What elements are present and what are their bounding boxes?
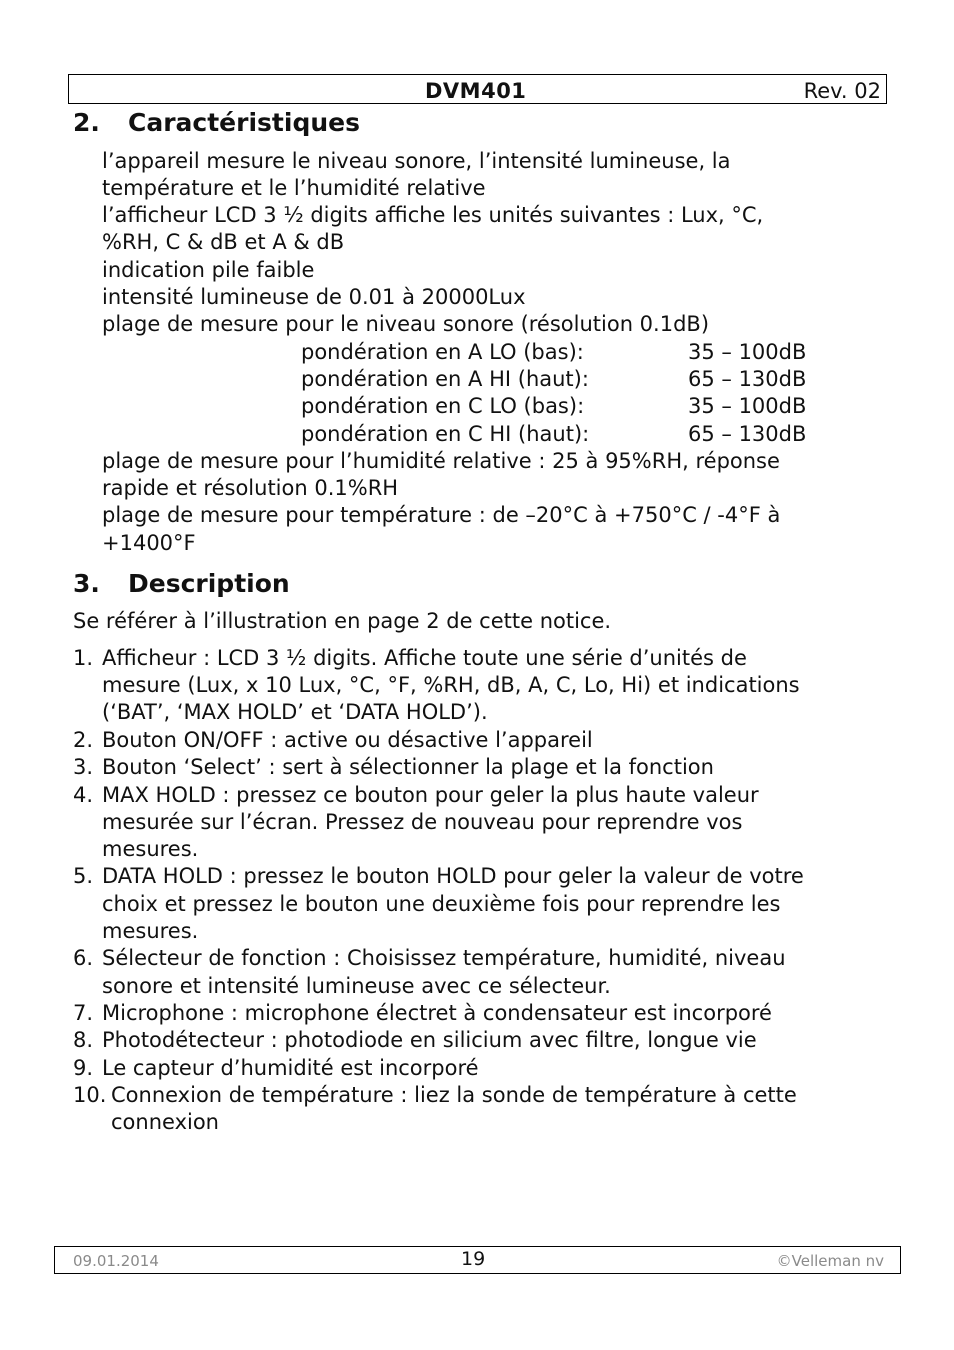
spec-line: %RH, C & dB et A & dB [102, 230, 345, 254]
spec-line: température et le l’humidité relative [102, 176, 486, 200]
list-item-text: Connexion de température : liez la sonde de température à cette [111, 1083, 797, 1107]
page-header [68, 74, 887, 104]
section-2-title: Caractéristiques [128, 108, 360, 137]
list-item-text: mesurée sur l’écran. Pressez de nouveau pour reprendre vos [102, 810, 743, 834]
list-item-number: 4. [73, 783, 94, 807]
list-item-text: sonore et intensité lumineuse avec ce sélecteur. [102, 974, 611, 998]
list-item-number: 3. [73, 755, 94, 779]
spec-line: intensité lumineuse de 0.01 à 20000Lux [102, 285, 526, 309]
footer-date: 09.01.2014 [73, 1252, 159, 1270]
section-3-number: 3. [73, 569, 100, 598]
footer-copyright: ©Velleman nv [776, 1252, 884, 1270]
spec-line: plage de mesure pour l’humidité relative : 25 à 95%RH, réponse [102, 449, 780, 473]
list-item-text: Sélecteur de fonction : Choisissez température, humidité, niveau [102, 946, 786, 970]
weighting-label: pondération en C LO (bas): [301, 394, 585, 418]
header-model: DVM401 [425, 79, 527, 103]
weighting-range: 35 – 100dB [688, 394, 807, 418]
section-2-number: 2. [73, 108, 100, 137]
list-item-text: Bouton ‘Select’ : sert à sélectionner la plage et la fonction [102, 755, 714, 779]
weighting-label: pondération en A HI (haut): [301, 367, 589, 391]
header-revision: Rev. 02 [803, 79, 881, 103]
section-3-heading [73, 569, 290, 598]
page-number: 19 [461, 1248, 486, 1270]
list-item-text: mesures. [102, 837, 199, 861]
spec-line: rapide et résolution 0.1%RH [102, 476, 399, 500]
list-item-number: 7. [73, 1001, 94, 1025]
spec-line: plage de mesure pour température : de –20°C à +750°C / -4°F à [102, 503, 781, 527]
weighting-range: 65 – 130dB [688, 367, 807, 391]
weighting-label: pondération en C HI (haut): [301, 422, 590, 446]
list-item-text: Microphone : microphone électret à condensateur est incorporé [102, 1001, 772, 1025]
weighting-range: 65 – 130dB [688, 422, 807, 446]
section-3-title: Description [128, 569, 290, 598]
weighting-range: 35 – 100dB [688, 340, 807, 364]
spec-line: indication pile faible [102, 258, 315, 282]
list-item-number: 9. [73, 1056, 94, 1080]
spec-line: +1400°F [102, 531, 196, 555]
spec-line: l’afficheur LCD 3 ½ digits affiche les unités suivantes : Lux, °C, [102, 203, 764, 227]
list-item-text: Le capteur d’humidité est incorporé [102, 1056, 479, 1080]
list-item-number: 2. [73, 728, 94, 752]
list-item-text: DATA HOLD : pressez le bouton HOLD pour geler la valeur de votre [102, 864, 804, 888]
list-item-number: 1. [73, 646, 94, 670]
list-item-text: MAX HOLD : pressez ce bouton pour geler la plus haute valeur [102, 783, 759, 807]
list-item-number: 6. [73, 946, 94, 970]
section-2-heading [73, 108, 360, 137]
list-item-text: mesures. [102, 919, 199, 943]
list-item-text: Afficheur : LCD 3 ½ digits. Affiche toute une série d’unités de [102, 646, 747, 670]
list-item-text: Photodétecteur : photodiode en silicium avec filtre, longue vie [102, 1028, 757, 1052]
list-item-number: 10. [73, 1083, 107, 1107]
spec-line: l’appareil mesure le niveau sonore, l’intensité lumineuse, la [102, 149, 731, 173]
list-item-text: choix et pressez le bouton une deuxième fois pour reprendre les [102, 892, 781, 916]
weighting-label: pondération en A LO (bas): [301, 340, 584, 364]
list-item-text: (‘BAT’, ‘MAX HOLD’ et ‘DATA HOLD’). [102, 700, 488, 724]
section-3-intro: Se référer à l’illustration en page 2 de cette notice. [73, 609, 612, 633]
page-footer [54, 1246, 901, 1274]
spec-line: plage de mesure pour le niveau sonore (résolution 0.1dB) [102, 312, 710, 336]
list-item-number: 5. [73, 864, 94, 888]
list-item-number: 8. [73, 1028, 94, 1052]
list-item-text: mesure (Lux, x 10 Lux, °C, °F, %RH, dB, A, C, Lo, Hi) et indications [102, 673, 800, 697]
list-item-text: connexion [111, 1110, 219, 1134]
list-item-text: Bouton ON/OFF : active ou désactive l’appareil [102, 728, 593, 752]
